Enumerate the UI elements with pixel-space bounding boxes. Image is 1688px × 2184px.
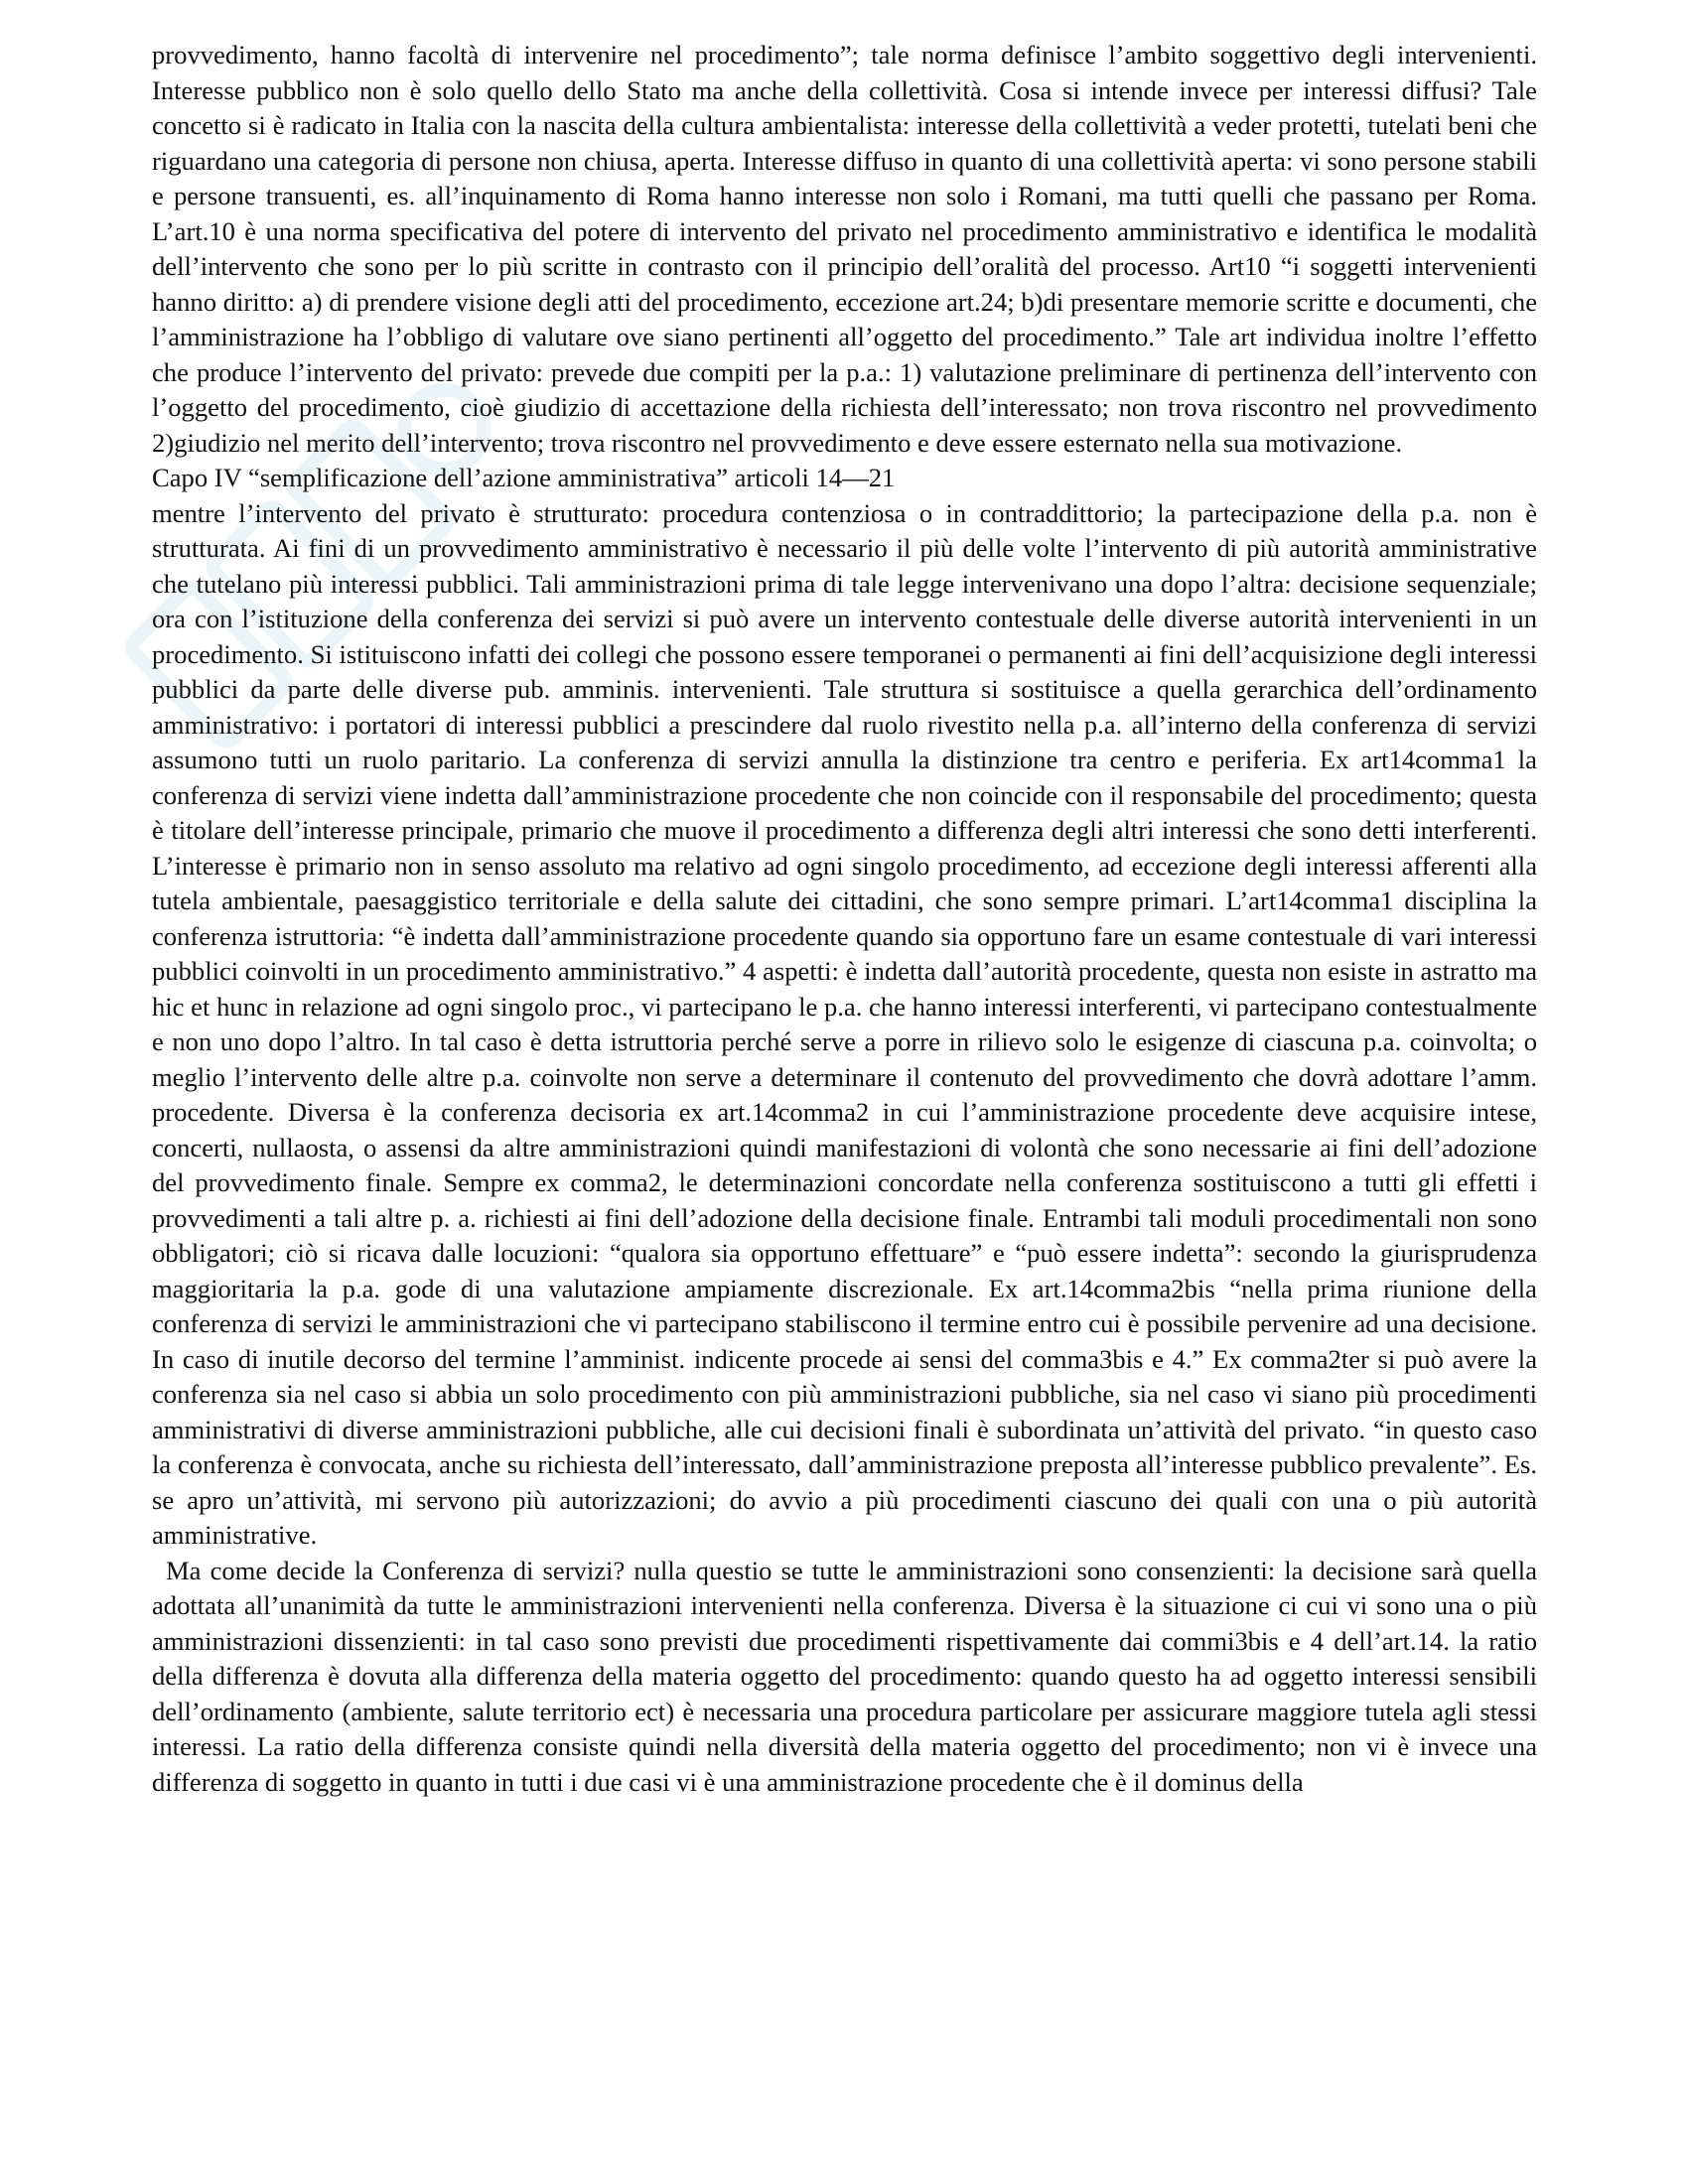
section-heading-capo-iv: Capo IV “semplificazione dell’azione amministrativa” articoli 14—21 bbox=[152, 463, 896, 492]
document-page bbox=[152, 38, 1537, 1800]
paragraph-decisione-conferenza: Ma come decide la Conferenza di servizi? nulla questio se tutte le amministrazioni sono consenzienti: la decisione sarà quella adottata all’unanimità da tutte le amministrazioni intervenienti nella conferenza. Diversa è la situazione ci cui vi sono una o più amministrazioni dissenzienti: in tal caso sono previsti due procedimenti rispettivamente dai commi3bis e 4 dell’art.14. la ratio della differenza è dovuta alla differenza della materia oggetto del procedimento: quando questo ha ad oggetto interessi sensibili dell’ordinamento (ambiente, salute territorio ect) è necessaria una procedura particolare per assicurare maggiore tutela agli stessi interessi. La ratio della differenza consiste quindi nella diversità della materia oggetto del procedimento; non vi è invece una differenza di soggetto in quanto in tutti i due casi vi è una amministrazione procedente che è il dominus della bbox=[152, 1555, 1537, 1797]
paragraph-intervento-privato: provvedimento, hanno facoltà di intervenire nel procedimento”; tale norma definisce l’ambito soggettivo degli intervenienti. Interesse pubblico non è solo quello dello Stato ma anche della collettività. Cosa si intende invece per interessi diffusi? Tale concetto si è radicato in Italia con la nascita della cultura ambientalista: interesse della collettività a veder protetti, tutelati beni che riguardano una categoria di persone non chiusa, aperta. Interesse diffuso in quanto di una collettività aperta: vi sono persone stabili e persone transuenti, es. all’inquinamento di Roma hanno interesse non solo i Romani, ma tutti quelli che passano per Roma. L’art.10 è una norma specificativa del potere di intervento del privato nel procedimento amministrativo e identifica le modalità dell’intervento che sono per lo più scritte in contrasto con il principio dell’oralità del processo. Art10 “i soggetti intervenienti hanno diritto: a) di prendere visione degli atti del procedimento, eccezione art.24; b)di presentare memorie scritte e documenti, che l’amministrazione ha l’obbligo di valutare ove siano pertinenti all’oggetto del procedimento.” Tale art individua inoltre l’effetto che produce l’intervento del privato: prevede due compiti per la p.a.: 1) valutazione preliminare di pertinenza dell’intervento con l’oggetto del procedimento, cioè giudizio di accettazione della richiesta dell’interessato; non trova riscontro nel provvedimento 2)giudizio nel merito dell’intervento; trova riscontro nel provvedimento e deve essere esternato nella sua motivazione. bbox=[152, 40, 1537, 458]
paragraph-conferenza-servizi: mentre l’intervento del privato è strutturato: procedura contenziosa o in contraddittorio; la partecipazione della p.a. non è strutturata. Ai fini di un provvedimento amministrativo è necessario il più delle volte l’intervento di più autorità amministrative che tutelano più interessi pubblici. Tali amministrazioni prima di tale legge intervenivano una dopo l’altra: decisione sequenziale; ora con l’istituzione della conferenza dei servizi si può avere un intervento contestuale delle diverse autorità intervenienti in un procedimento. Si istituiscono infatti dei collegi che possono essere temporanei o permanenti ai fini dell’acquisizione degli interessi pubblici da parte delle diverse pub. amminis. intervenienti. Tale struttura si sostituisce a quella gerarchica dell’ordinamento amministrativo: i portatori di interessi pubblici a prescindere dal ruolo rivestito nella p.a. all’interno della conferenza di servizi assumono tutti un ruolo paritario. La conferenza di servizi annulla la distinzione tra centro e periferia. Ex art14comma1 la conferenza di servizi viene indetta dall’amministrazione procedente che non coincide con il responsabile del procedimento; questa è titolare dell’interesse principale, primario che muove il procedimento a differenza degli altri interessi che sono detti interferenti. L’interesse è primario non in senso assoluto ma relativo ad ogni singolo procedimento, ad eccezione degli interessi afferenti alla tutela ambientale, paesaggistico territoriale e della salute dei cittadini, che sono sempre primari. L’art14comma1 disciplina la conferenza istruttoria: “è indetta dall’amministrazione procedente quando sia opportuno fare un esame contestuale di vari interessi pubblici coinvolti in un procedimento amministrativo.” 4 aspetti: è indetta dall’autorità procedente, questa non esiste in astratto ma hic et hunc in relazione ad ogni singolo proc., vi partecipano le p.a. che hanno interessi interferenti, vi partecipano contestualmente e non uno dopo l’altro. In tal caso è detta istruttoria perché serve a porre in rilievo solo le esigenze di ciascuna p.a. coinvolta; o meglio l’intervento delle altre p.a. coinvolte non serve a determinare il contenuto del provvedimento che dovrà adottare l’amm. procedente. Diversa è la conferenza decisoria ex art.14comma2 in cui l’amministrazione procedente deve acquisire intese, concerti, nullaosta, o assensi da altre amministrazioni quindi manifestazioni di volontà che sono necessarie ai fini dell’adozione del provvedimento finale. Sempre ex comma2, le determinazioni concordate nella conferenza sostituiscono a tutti gli effetti i provvedimenti a tali altre p. a. richiesti ai fini dell’adozione della decisione finale. Entrambi tali moduli procedimentali non sono obbligatori; ciò si ricava dalle locuzioni: “qualora sia opportuno effettuare” e “può essere indetta”: secondo la giurisprudenza maggioritaria la p.a. gode di una valutazione ampiamente discrezionale. Ex art.14comma2bis “nella prima riunione della conferenza di servizi le amministrazioni che vi partecipano stabiliscono il termine entro cui è possibile pervenire ad una decisione. In caso di inutile decorso del termine l’amminist. indicente procede ai sensi del comma3bis e 4.” Ex comma2ter si può avere la conferenza sia nel caso si abbia un solo procedimento con più amministrazioni pubbliche, sia nel caso vi siano più procedimenti amministrativi di diverse amministrazioni pubbliche, alle cui decisioni finali è subordinata un’attività del privato. “in questo caso la conferenza è convocata, anche su richiesta dell’interessato, dall’amministrazione preposta all’interesse pubblico prevalente”. Es. se apro un’attività, mi servono più autorizzazioni; do avvio a più procedimenti ciascuno dei quali con una o più autorità amministrative. bbox=[152, 497, 1537, 1550]
